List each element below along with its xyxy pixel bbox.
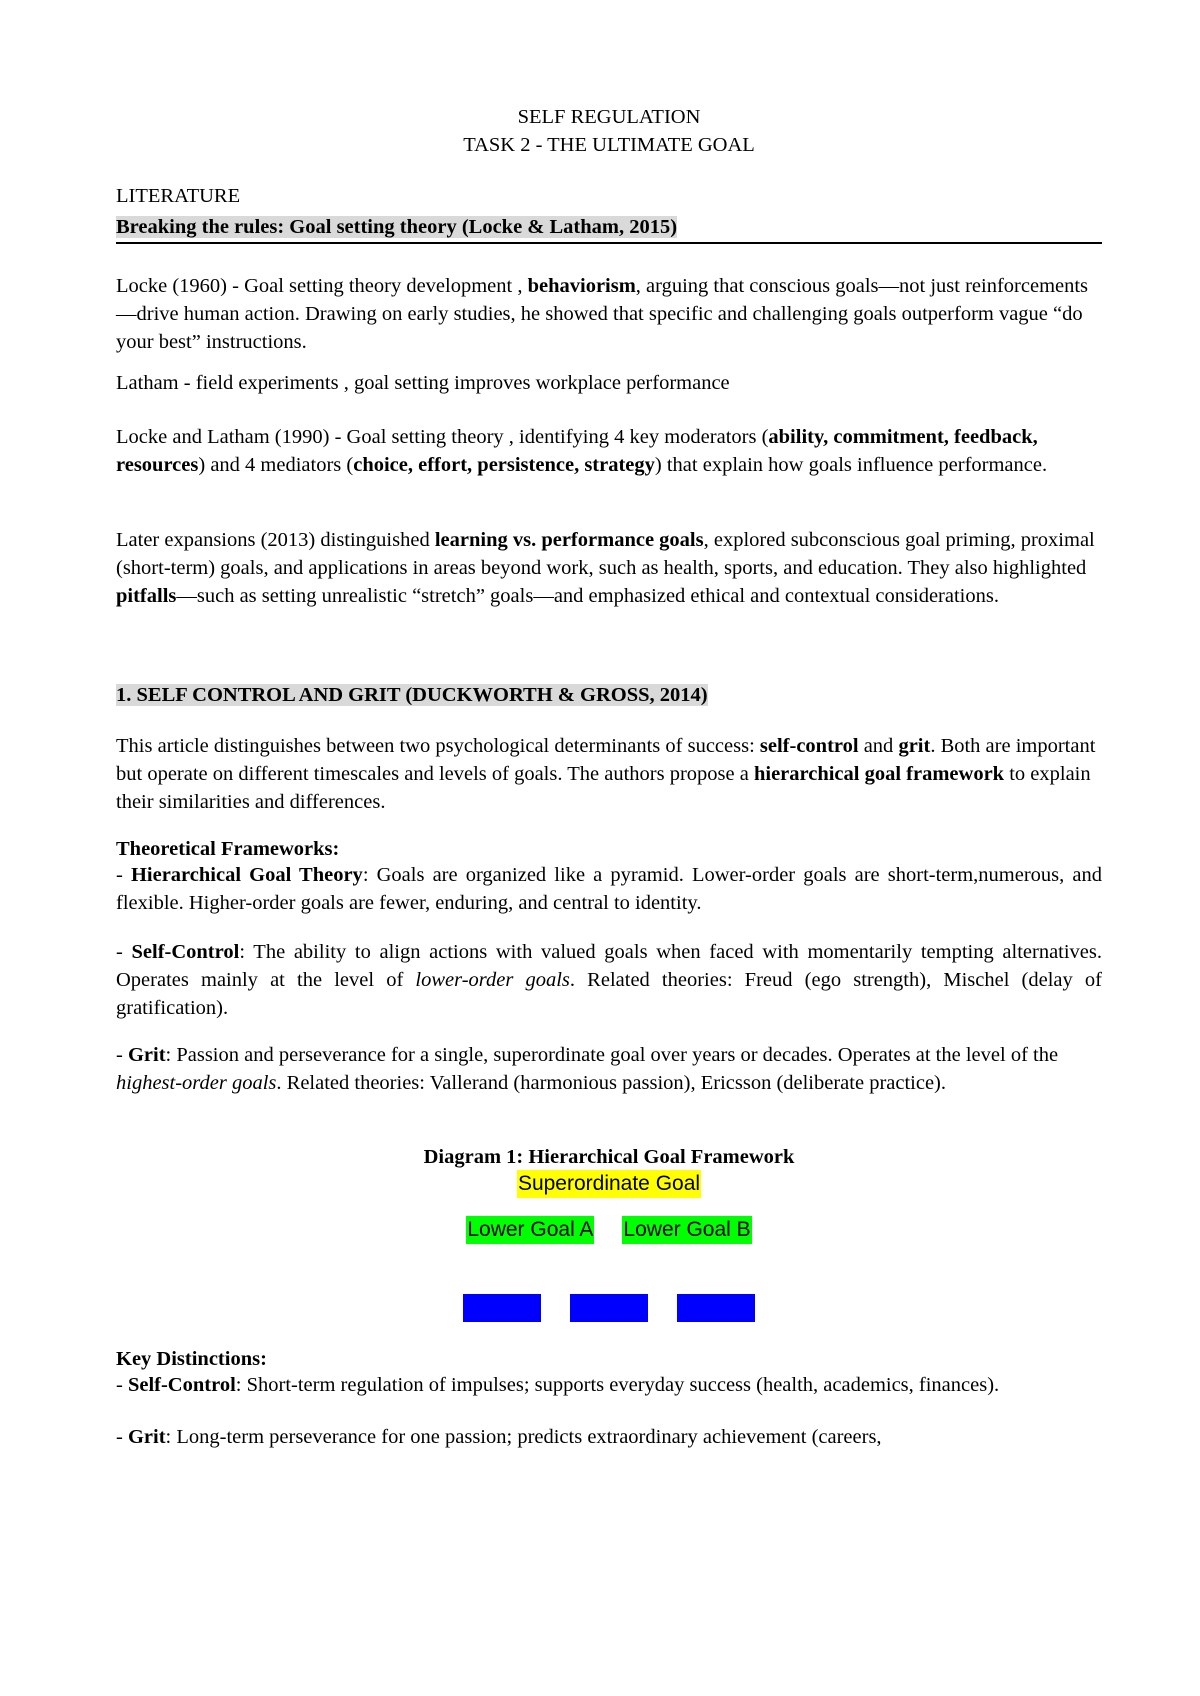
section1-heading-text: 1. SELF CONTROL AND GRIT (DUCKWORTH & GROSS, 2014) <box>116 684 708 706</box>
d2-dash: - <box>116 1426 128 1448</box>
distinction-self-control <box>116 1371 1102 1399</box>
literature-heading <box>116 213 677 241</box>
diagram-lower-goal-b: Lower Goal B <box>622 1216 751 1244</box>
intro-text-e: . Both are important but operate on different timescales and levels of goals. The authors propose a <box>116 735 1096 785</box>
intro-text-a: This article distinguishes between two psychological determinants of success: <box>116 735 760 757</box>
section1-heading <box>116 681 708 709</box>
f1-dash: - <box>116 864 131 886</box>
diagram-action-1: Action 1 <box>463 1294 541 1322</box>
doc-title: SELF REGULATION <box>517 106 701 128</box>
diagram-lower-goal-a: Lower Goal A <box>466 1216 594 1244</box>
d1-dash: - <box>116 1374 128 1396</box>
f2-text-a: : The ability to align actions with valued goals when faced with momentarily tempting alternatives. Operates mainly at the level of <box>116 941 1103 991</box>
f2-term: Self-Control <box>131 941 240 963</box>
diagram-action-3: Action 3 <box>677 1294 755 1322</box>
p1-text-c: , arguing that conscious goals—not just reinforcements—drive human action. Drawing on early studies, he showed that specific and challenging goals outperform vague “do your best” instructions. <box>116 275 1089 353</box>
doc-subtitle: TASK 2 - THE ULTIMATE GOAL <box>463 134 755 156</box>
p4-bold-pitfalls: pitfalls <box>116 585 177 607</box>
literature-heading-text: Breaking the rules: Goal setting theory (Locke & Latham, 2015) <box>116 216 678 238</box>
lit-paragraph-4 <box>116 526 1102 610</box>
f2-dash: - <box>116 941 132 963</box>
intro-text-g: to explain their similarities and differences. <box>116 763 1091 813</box>
diagram-superordinate-goal: Superordinate Goal <box>517 1170 701 1198</box>
f3-text-a: : Passion and perseverance for a single, superordinate goal over years or decades. Operates at the level of the <box>165 1044 1059 1066</box>
f3-dash: - <box>116 1044 128 1066</box>
p3-text-c: ) and 4 mediators ( <box>198 454 354 476</box>
lit-paragraph-2: Latham - field experiments , goal setting improves workplace performance <box>116 372 730 394</box>
p3-text-e: ) that explain how goals influence performance. <box>654 454 1048 476</box>
frameworks-title <box>116 835 339 863</box>
p4-text-c: , explored subconscious goal priming, proximal (short-term) goals, and applications in areas beyond work, such as health, sports, and education. They also highlighted <box>116 529 1095 579</box>
intro-self-control: self-control <box>759 735 859 757</box>
intro-text-c: and <box>858 735 899 757</box>
lit-paragraph-1 <box>116 272 1102 356</box>
heading-rule <box>116 242 1102 244</box>
p4-text-e: —such as setting unrealistic “stretch” goals—and emphasized ethical and contextual considerations. <box>176 585 999 607</box>
diagram-title <box>116 1143 1102 1171</box>
p1-bold: behaviorism <box>527 275 636 297</box>
diagram-title-text: Diagram 1: Hierarchical Goal Framework <box>423 1146 795 1168</box>
frameworks-title-text: Theoretical Frameworks: <box>116 838 340 860</box>
intro-framework: hierarchical goal framework <box>753 763 1005 785</box>
d2-text: : Long-term perseverance for one passion; predicts extraordinary achievement (careers, <box>165 1426 882 1448</box>
diagram-middle-row <box>116 1216 1102 1244</box>
p3-mediators: choice, effort, persistence, strategy <box>353 454 655 476</box>
intro-grit: grit <box>898 735 931 757</box>
f3-italic: highest-order goals <box>116 1072 277 1094</box>
distinctions-title-text: Key Distinctions: <box>116 1348 267 1370</box>
framework-hierarchical <box>116 861 1102 917</box>
d1-text: : Short-term regulation of impulses; supports everyday success (health, academics, finances). <box>235 1374 1000 1396</box>
p4-text-a: Later expansions (2013) distinguished <box>116 529 435 551</box>
diagram-top-row <box>116 1170 1102 1198</box>
f2-text-b: . Related theories: Freud (ego strength), Mischel (delay of gratification). <box>116 969 1102 1019</box>
distinctions-title <box>116 1345 267 1373</box>
p3-text-a: Locke and Latham (1990) - Goal setting theory , identifying 4 key moderators ( <box>116 426 769 448</box>
literature-label: LITERATURE <box>116 185 241 207</box>
framework-grit <box>116 1041 1102 1097</box>
f3-term: Grit <box>127 1044 166 1066</box>
framework-self-control <box>116 938 1102 1022</box>
p3-moderators: ability, commitment, feedback, resources <box>116 426 1038 476</box>
f3-text-b: . Related theories: Vallerand (harmonious passion), Ericsson (deliberate practice). <box>276 1072 947 1094</box>
section1-intro <box>116 732 1102 816</box>
diagram-action-2: Action 2 <box>570 1294 648 1322</box>
p1-text-a: Locke (1960) - Goal setting theory development , <box>116 275 528 297</box>
d2-term: Grit <box>127 1426 166 1448</box>
diagram-bottom-row <box>116 1294 1102 1322</box>
f1-text: : Goals are organized like a pyramid. Lower-order goals are short-term,numerous, and flexible. Higher-order goals are fewer, enduring, and central to identity. <box>116 864 1102 914</box>
distinction-grit <box>116 1423 1102 1451</box>
f1-term: Hierarchical Goal Theory <box>130 864 363 886</box>
p4-bold-goals: learning vs. performance goals <box>434 529 704 551</box>
d1-term: Self-Control <box>127 1374 236 1396</box>
f2-italic: lower-order goals <box>415 969 570 991</box>
lit-paragraph-3 <box>116 423 1102 479</box>
